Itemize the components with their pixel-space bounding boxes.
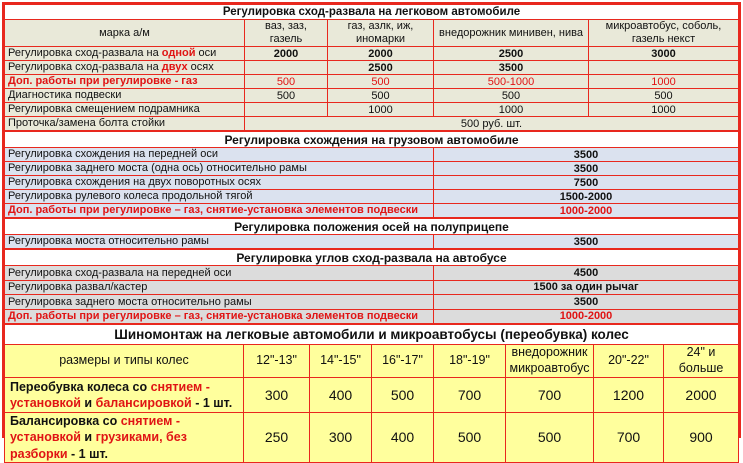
label-text: Доп. работы при регулировке – газ, снятие-установка элементов подвески — [8, 310, 419, 323]
price-cell — [589, 61, 739, 75]
column-header: размеры и типы колес — [5, 345, 244, 378]
price-cell: 300 — [310, 413, 372, 463]
label-text: двух — [161, 61, 188, 74]
price-cell: 900 — [664, 413, 739, 463]
price-cell: 1500-2000 — [434, 190, 739, 204]
table-row — [5, 204, 739, 218]
service-label-cell — [5, 280, 434, 295]
price-cell: 400 — [372, 413, 434, 463]
table-row — [5, 280, 739, 295]
table-row — [5, 309, 739, 324]
price-cell: 1000 — [589, 75, 739, 89]
service-label-cell — [5, 204, 434, 218]
service-label-cell — [5, 235, 434, 249]
label-text: Диагностика подвески — [8, 89, 122, 102]
label-text: Регулировка рулевого колеса продольной тягой — [8, 190, 253, 203]
service-label-cell — [5, 295, 434, 310]
section-toe-truck — [4, 131, 739, 218]
price-cell: 3500 — [434, 295, 739, 310]
price-table — [2, 2, 741, 461]
column-header: внедорожник минивен, нива — [434, 20, 589, 47]
price-cell: 1000 — [589, 103, 739, 117]
price-cell: 3500 — [434, 235, 739, 249]
section-tire-service — [4, 324, 739, 463]
column-header: микроавтобус, соболь, газель некст — [589, 20, 739, 47]
label-text: Регулировка сход-развала на — [8, 47, 162, 60]
column-header-row — [5, 345, 739, 378]
section-title: Регулировка положения осей на полуприцепе — [5, 219, 739, 235]
service-label-cell — [5, 176, 434, 190]
section-axle-semitrailer — [4, 218, 739, 249]
price-cell: 1000 — [434, 103, 589, 117]
table-row — [5, 75, 739, 89]
service-label-cell — [5, 309, 434, 324]
column-header: газ, азлк, иж, иномарки — [328, 20, 434, 47]
service-label-cell — [5, 190, 434, 204]
table-row — [5, 117, 739, 131]
price-cell: 500 — [245, 75, 328, 89]
price-cell: 1000-2000 — [434, 204, 739, 218]
label-text: и — [80, 430, 96, 445]
price-cell: 700 — [506, 378, 594, 413]
table-row — [5, 190, 739, 204]
price-cell: 3500 — [434, 162, 739, 176]
service-label-cell — [5, 413, 244, 463]
price-cell: 1000-2000 — [434, 309, 739, 324]
service-label-cell — [5, 75, 245, 89]
label-text: Регулировка сход-развала на передней оси — [8, 266, 232, 279]
label-text: Регулировка сход-развала на — [8, 61, 162, 74]
price-cell: 2000 — [328, 47, 434, 61]
label-text: балансировкой — [95, 396, 192, 410]
section-alignment-bus — [4, 249, 739, 324]
service-label-cell — [5, 266, 434, 281]
price-cell: 500 — [434, 413, 506, 463]
column-header: 16"-17" — [372, 345, 434, 378]
label-text: Регулировка моста относительно рамы — [8, 235, 209, 248]
label-text: Регулировка смещением подрамника — [8, 103, 200, 116]
service-label-cell — [5, 148, 434, 162]
section-title: Шиномонтаж на легковые автомобили и микроавтобусы (переобувка) колес — [5, 325, 739, 345]
label-text: - 1 шт. — [191, 396, 233, 410]
price-cell: 2500 — [434, 47, 589, 61]
price-cell: 250 — [244, 413, 310, 463]
table-row — [5, 61, 739, 75]
price-cell: 1200 — [594, 378, 664, 413]
price-cell: 400 — [310, 378, 372, 413]
column-header: 24" и больше — [664, 345, 739, 378]
price-cell: 4500 — [434, 266, 739, 281]
column-header-row — [5, 20, 739, 47]
label-text: Переобувка колеса со — [10, 379, 151, 394]
section-title: Регулировка сход-развала на легковом автомобиле — [5, 5, 739, 20]
price-cell: 300 — [244, 378, 310, 413]
table-row — [5, 47, 739, 61]
price-cell: 2500 — [328, 61, 434, 75]
service-label-cell — [5, 61, 245, 75]
table-row — [5, 266, 739, 281]
label-text: Регулировка заднего моста (одна ось) относительно рамы — [8, 162, 307, 175]
column-header: 20"-22" — [594, 345, 664, 378]
price-cell: 500 — [589, 89, 739, 103]
label-text: грузиками, без разборки — [10, 430, 187, 461]
table-row — [5, 176, 739, 190]
price-cell — [245, 103, 328, 117]
price-cell: 7500 — [434, 176, 739, 190]
column-header: 18"-19" — [434, 345, 506, 378]
price-cell: 500 руб. шт. — [245, 117, 739, 131]
label-text: снятием - установкой — [10, 414, 180, 445]
table-row — [5, 295, 739, 310]
section-title: Регулировка углов сход-развала на автобусе — [5, 250, 739, 266]
price-cell — [245, 61, 328, 75]
service-label-cell — [5, 117, 245, 131]
label-text: Регулировка развал/кастер — [8, 281, 148, 294]
label-text: осях — [187, 61, 214, 74]
price-cell: 3000 — [589, 47, 739, 61]
table-row — [5, 413, 739, 463]
table-row — [5, 89, 739, 103]
label-text: Доп. работы при регулировке - газ — [8, 75, 198, 88]
label-text: одной — [161, 47, 196, 60]
label-text: оси — [195, 47, 217, 60]
price-cell: 3500 — [434, 61, 589, 75]
column-header: 14"-15" — [310, 345, 372, 378]
table-row — [5, 162, 739, 176]
section-title: Регулировка схождения на грузовом автомобиле — [5, 132, 739, 148]
service-label-cell — [5, 162, 434, 176]
service-label-cell — [5, 89, 245, 103]
service-label-cell — [5, 47, 245, 61]
price-cell: 500 — [372, 378, 434, 413]
price-cell: 700 — [594, 413, 664, 463]
label-text: Доп. работы при регулировке – газ, снятие-установка элементов подвески — [8, 204, 419, 217]
price-cell: 1000 — [328, 103, 434, 117]
table-row — [5, 235, 739, 249]
price-cell: 2000 — [245, 47, 328, 61]
column-header: 12"-13" — [244, 345, 310, 378]
section-alignment-passenger-car — [4, 4, 739, 131]
label-text: снятием - установкой — [10, 379, 210, 410]
table-row — [5, 378, 739, 413]
service-label-cell — [5, 378, 244, 413]
table-row — [5, 148, 739, 162]
label-text: Проточка/замена болта стойки — [8, 117, 166, 130]
price-cell: 500 — [328, 89, 434, 103]
service-label-cell — [5, 103, 245, 117]
price-cell: 2000 — [664, 378, 739, 413]
price-cell: 500-1000 — [434, 75, 589, 89]
price-cell: 500 — [434, 89, 589, 103]
label-text: Балансировка со — [10, 414, 121, 428]
label-text: Регулировка заднего моста относительно рамы — [8, 295, 252, 308]
price-cell: 1500 за один рычаг — [434, 280, 739, 295]
column-header: внедорожник микроавтобус — [506, 345, 594, 378]
label-text: Регулировка схождения на двух поворотных осях — [8, 176, 261, 189]
label-text: и — [80, 396, 96, 410]
label-text: - 1 шт. — [67, 446, 109, 461]
price-cell: 500 — [506, 413, 594, 463]
column-header: ваз, заз, газель — [245, 20, 328, 47]
column-header: марка а/м — [5, 20, 245, 47]
price-cell: 700 — [434, 378, 506, 413]
price-cell: 500 — [245, 89, 328, 103]
table-row — [5, 103, 739, 117]
label-text: Регулировка схождения на передней оси — [8, 148, 218, 161]
price-cell: 3500 — [434, 148, 739, 162]
price-cell: 500 — [328, 75, 434, 89]
